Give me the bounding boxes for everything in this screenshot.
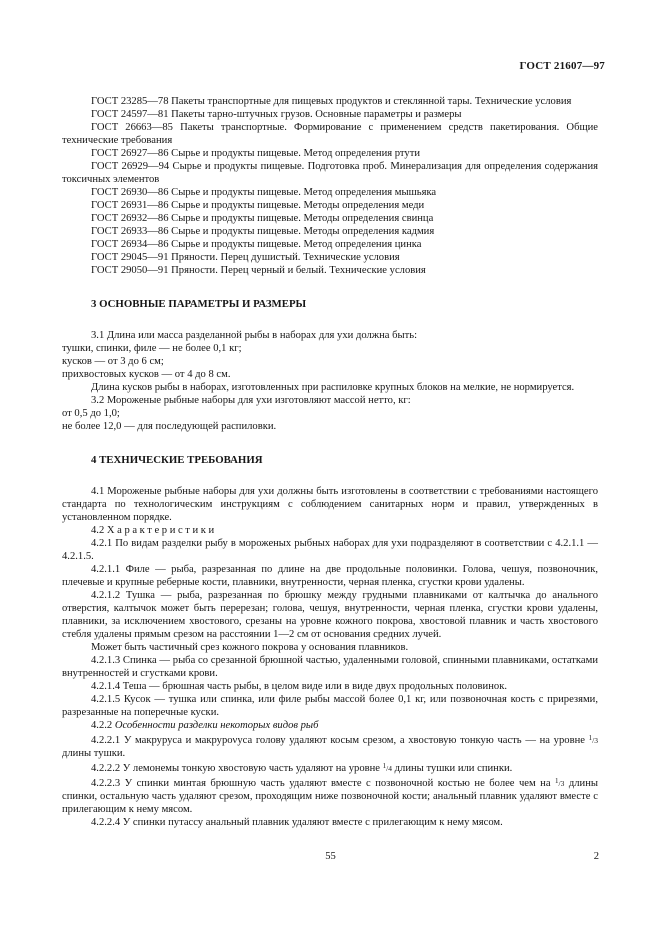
reference-item: ГОСТ 26933—86 Сырье и продукты пищевые. Методы определения кадмия: [91, 226, 435, 237]
paragraph-4-2-2-3: [62, 775, 598, 816]
list-line: от 0,5 до 1,0;: [62, 408, 120, 419]
text-run: длины тушки или спинки.: [394, 763, 513, 774]
paragraph-4-2-1-3: 4.2.1.3 Спинка — рыба со срезанной брюшной частью, удаленными головой, спинными плавниками, остатками внутренностей и сгустками крови.: [62, 655, 598, 679]
fraction-numerator: 1: [555, 777, 559, 785]
clause-number: 4.2: [91, 525, 105, 536]
reference-item: ГОСТ 29050—91 Пряности. Перец черный и белый. Технические условия: [91, 265, 426, 276]
document-header-id: ГОСТ 21607—97: [519, 60, 605, 72]
paragraph-4-2-2-1: [62, 732, 598, 760]
list-line: прихвостовых кусков — от 4 до 8 см.: [62, 369, 231, 380]
fraction-denominator: 3: [560, 779, 565, 788]
paragraph-4-2-1: 4.2.1 По видам разделки рыбу в мороженых рыбных наборах для ухи подразделяют в соответствии с 4.2.1.1 — 4.2.1.5.: [62, 538, 598, 562]
text-run: 4.2.2.3 У спинки минтая брюшную часть удаляют вместе с позвоночной костью не более чем на: [91, 778, 551, 789]
text-run: 4.2.2.2 У лемонемы тонкую хвостовую часть удаляют на уровне: [91, 763, 380, 774]
paragraph-4-2-2-2: [62, 760, 598, 775]
reference-item: ГОСТ 26929—94 Сырье и продукты пищевые. Подготовка проб. Минерализация для определения содержания токсичных элементов: [62, 161, 598, 185]
paragraph-3-1: 3.1 Длина или масса разделанной рыбы в наборах для ухи должна быть:: [91, 330, 418, 341]
reference-item: ГОСТ 29045—91 Пряности. Перец душистый. Технические условия: [91, 252, 400, 263]
reference-item: ГОСТ 24597—81 Пакеты тарно-штучных грузов. Основные параметры и размеры: [91, 109, 462, 120]
paragraph-4-2-1-5: 4.2.1.5 Кусок — тушка или спинка, или филе рыбы массой более 0,1 кг, или позвоночная кость с прирезями, разрезанные на поперечные куски.: [62, 694, 598, 718]
fraction: $^1$/3: [588, 734, 598, 745]
reference-item: ГОСТ 23285—78 Пакеты транспортные для пищевых продуктов и стеклянной тары. Технические условия: [91, 96, 572, 107]
reference-item: ГОСТ 26930—86 Сырье и продукты пищевые. Метод определения мышьяка: [91, 187, 437, 198]
reference-item: ГОСТ 26932—86 Сырье и продукты пищевые. Методы определения свинца: [91, 213, 434, 224]
paragraph-4-2-1-1: 4.2.1.1 Филе — рыба, разрезанная по длине на две продольные половинки. Голова, чешуя, позвоночник, плечевые и крупные реберные кости, плавники, внутренности, черная пленка, сгустки крови удалены.: [62, 564, 598, 588]
clause-title: Особенности разделки некоторых видов рыб: [114, 720, 319, 731]
document-body: [62, 95, 598, 829]
paragraph-4-1: 4.1 Мороженые рыбные наборы для ухи должны быть изготовлены в соответствии с требованиями настоящего стандарта по технологическим инструкциям с соблюдением санитарных норм и правил, утвержденных в установленном порядке.: [62, 486, 598, 523]
list-line: тушки, спинки, филе — не более 0,1 кг;: [62, 343, 242, 354]
paragraph-4-2-1-2: 4.2.1.2 Тушка — рыба, разрезанная по брюшку между грудными плавниками от калтычка до анального отверстия, калтычок может быть перерезан; голова, чешуя, внутренности, черная пленка, сгустки крови удалены, плавники, за исключением хвостового, срезаны на уровне кожного покрова, хвостовой плавник и часть хвостового стебля удалены прямым срезом на расстоянии 1—2 см от основания средних лучей.: [62, 590, 598, 640]
text-run: 4.2.2.1 У макруруса и макрурονуса голову удаляют косым срезом, а хвостовую тонкую часть — на уровне: [91, 735, 585, 746]
paragraph-3-1-note: Длина кусков рыбы в наборах, изготовленных при распиловке крупных блоков на мелкие, не нормируется.: [91, 382, 575, 393]
section-3-heading: 3 ОСНОВНЫЕ ПАРАМЕТРЫ И РАЗМЕРЫ: [91, 298, 307, 310]
page-number-right: 2: [593, 851, 599, 862]
section-4-heading: 4 ТЕХНИЧЕСКИЕ ТРЕБОВАНИЯ: [91, 454, 263, 466]
clause-number: 4.2.2: [91, 720, 113, 731]
paragraph-4-2-1-4: 4.2.1.4 Теша — брюшная часть рыбы, в целом виде или в виде двух продольных половинок.: [91, 681, 507, 692]
reference-item: ГОСТ 26931—86 Сырье и продукты пищевые. Методы определения меди: [91, 200, 425, 211]
fraction-numerator: 1: [588, 734, 593, 742]
text-run: длины тушки.: [62, 748, 126, 759]
page-number-center: 55: [325, 851, 336, 862]
paragraph-3-2: 3.2 Мороженые рыбные наборы для ухи изготовляют массой нетто, кг:: [91, 395, 411, 406]
text-run: длины спинки, остальную часть удаляют срезом, проходящим ниже позвоночной кости; анальный плавник удаляют вместе с прилегающим к нему мясом.: [62, 778, 599, 815]
fraction-denominator: 4: [388, 764, 392, 773]
fraction: $^1$/4: [382, 762, 392, 773]
fraction: $^1$/3: [555, 777, 565, 788]
fraction-numerator: 1: [382, 762, 387, 770]
paragraph-4-2: [62, 524, 598, 537]
paragraph-4-2-1-2-note: Может быть частичный срез кожного покрова у основания плавников.: [91, 642, 409, 653]
reference-item: ГОСТ 26934—86 Сырье и продукты пищевые. Метод определения цинка: [91, 239, 422, 250]
list-line: не более 12,0 — для последующей распиловки.: [62, 421, 277, 432]
list-line: кусков — от 3 до 6 см;: [62, 356, 164, 367]
paragraph-4-2-2-4: 4.2.2.4 У спинки путассу анальный плавник удаляют вместе с прилегающим к нему мясом.: [91, 817, 503, 828]
reference-item: ГОСТ 26927—86 Сырье и продукты пищевые. Метод определения ртути: [91, 148, 421, 159]
reference-item: ГОСТ 26663—85 Пакеты транспортные. Формирование с применением средств пакетирования. Общие технические требования: [62, 122, 598, 146]
paragraph-4-2-2: [62, 719, 598, 732]
fraction-denominator: 3: [594, 736, 598, 745]
clause-title: Характеристики: [106, 525, 217, 536]
normative-references-list: [62, 95, 598, 277]
